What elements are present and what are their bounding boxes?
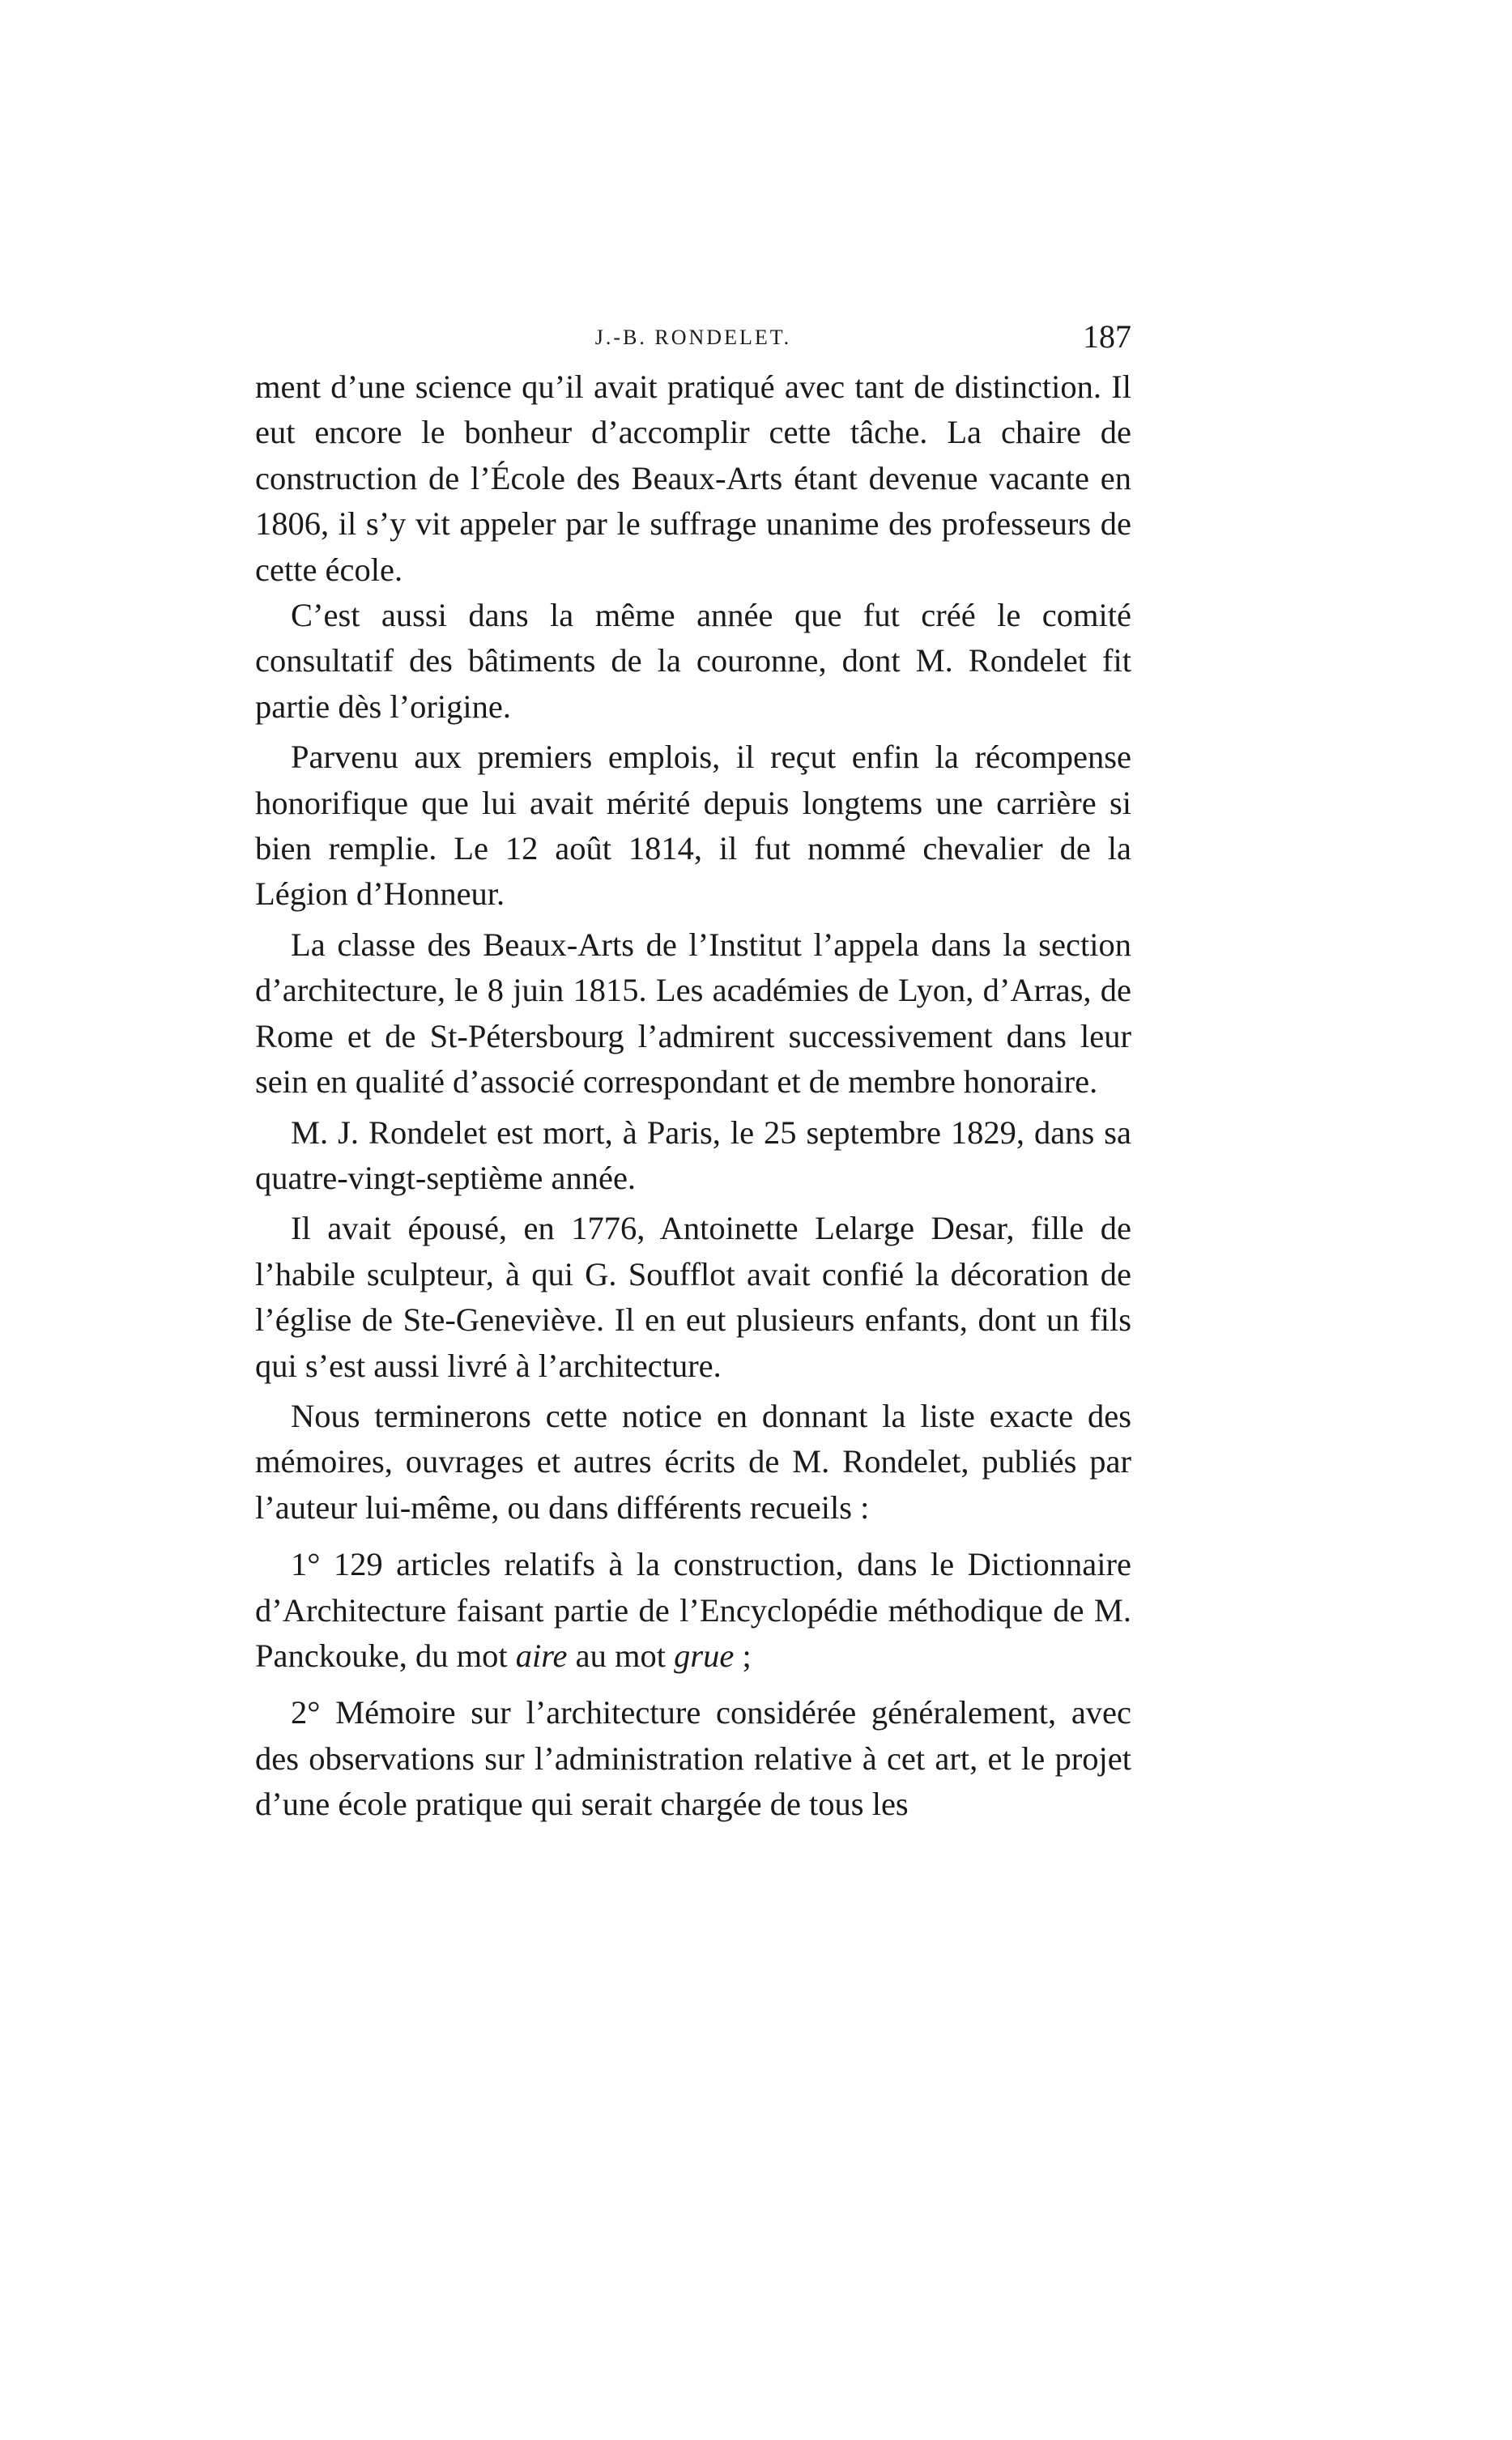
page-number: 187 [1083, 318, 1131, 355]
paragraph: M. J. Rondelet est mort, à Paris, le 25 septembre 1829, dans sa quatre-vingt-septième année. [255, 1114, 1131, 1196]
running-title: J.-B. RONDELET. [594, 326, 792, 349]
list-item: 2° Mémoire sur l’architecture considérée généralement, avec des observations sur l’administration relative à cet art, et le projet d’une école pratique qui serait chargée de tous les [255, 1694, 1131, 1823]
paragraph: Il avait épousé, en 1776, Antoinette Lelarge Desar, fille de l’habile sculpteur, à qui G. Soufflot avait confié la décoration de l’église de Ste-Geneviève. Il en eut plusieurs enfants, dont un fils qui s’est aussi livré à l’architecture. [255, 1210, 1131, 1384]
paragraph: Parvenu aux premiers emplois, il reçut enfin la récompense honorifique que lui avait mérité depuis longtems une carrière si bien remplie. Le 12 août 1814, il fut nommé chevalier de la Légion d’Honneur. [255, 739, 1131, 913]
list-item-text: 1° 129 articles relatifs à la construction, dans le Dictionnaire d’Architecture faisant partie de l’Encyclopédie méthodique de M. Panckouke, du mot [255, 1546, 1131, 1674]
paragraph: ment d’une science qu’il avait pratiqué avec tant de distinction. Il eut encore le bonheur d’accomplir cette tâche. La chaire de construction de l’École des Beaux-Arts étant devenue vacante en 1806, il s’y vit appeler par le suffrage unanime des professeurs de cette école. [255, 368, 1131, 588]
list-item-text: ; [734, 1637, 752, 1674]
list-item-text: au mot [567, 1637, 675, 1674]
paragraph: La classe des Beaux-Arts de l’Institut l’appela dans la section d’architecture, le 8 juin 1815. Les académies de Lyon, d’Arras, de Rome et de St-Pétersbourg l’admirent successivement dans leur sein en qualité d’associé correspondant et de membre honoraire. [255, 926, 1131, 1101]
list-item [255, 1542, 1131, 1679]
paragraph: C’est aussi dans la même année que fut créé le comité consultatif des bâtiments de la couronne, dont M. Rondelet fit partie dès l’origine. [255, 597, 1131, 725]
italic-term: aire [515, 1637, 568, 1674]
paragraph: Nous terminerons cette notice en donnant la liste exacte des mémoires, ouvrages et autres écrits de M. Rondelet, publiés par l’auteur lui-même, ou dans différents recueils : [255, 1397, 1131, 1526]
body-text [255, 364, 1131, 1828]
running-head [255, 317, 1131, 358]
italic-term: grue [674, 1637, 735, 1674]
